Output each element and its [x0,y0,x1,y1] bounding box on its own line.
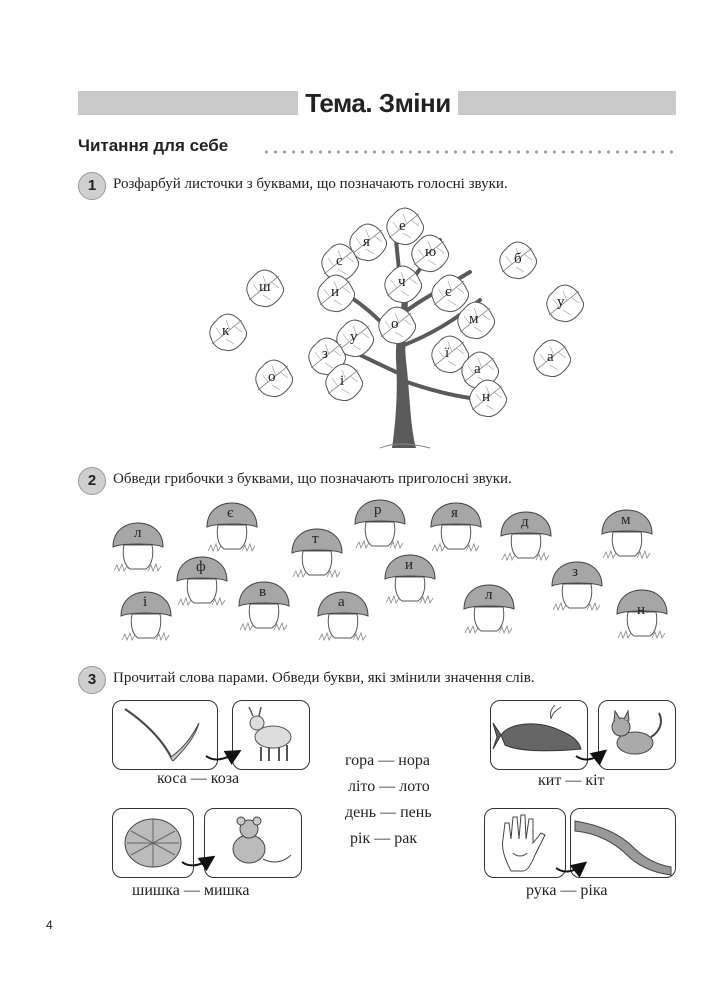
task-1-text: Розфарбуй листочки з буквами, що позначають голосні звуки. [113,176,508,192]
leaf-letter: о [391,316,399,332]
mushroom-letter: я [451,505,458,521]
leaf-letter: ю [425,244,437,260]
page-number: 4 [46,918,53,932]
task-2-number: 2 [78,467,106,495]
mushroom-letter: ф [196,559,206,575]
arrow-icon [182,858,212,865]
mushroom-letter: н [637,602,646,618]
task-1-number: 1 [78,172,106,200]
mushroom-letter: р [374,502,382,518]
leaf-letter: о [268,369,276,385]
section-title: Читання для себе [78,136,229,155]
task-2-text: Обведи грибочки з буквами, що позначають приголосні звуки. [113,471,512,487]
leaf-letter: і [340,373,345,389]
arrow-icon [556,864,584,871]
leaf-letter: а [474,361,481,377]
leaf-letter: ч [398,274,406,290]
mushroom-letter: м [621,512,631,528]
mushroom-letter: і [143,594,148,610]
mushroom-letter: а [338,594,345,610]
caption-kosa: коса — коза [157,770,240,787]
mushroom-letter: л [134,525,142,541]
mushroom-letter: д [521,514,529,530]
leaf-letter: ш [259,279,271,295]
mushroom-letter: т [312,531,319,547]
leaf-letter: н [482,389,491,405]
mushroom-letter: в [259,584,267,600]
mushroom-letter: л [485,587,493,603]
mushroom-letter: з [572,564,578,580]
mushroom-letter: и [405,557,414,573]
caption-shyshka: шишка — мишка [132,882,250,899]
caption-kyt: кит — кіт [538,772,605,789]
leaf-letter: б [514,251,522,267]
leaf-letter: я [363,234,370,250]
leaf-letter: ї [445,345,450,361]
leaf-letter: е [399,218,406,234]
task-3-number: 3 [78,666,106,694]
page-title: Тема. Зміни [298,86,458,120]
caption-ruka: рука — ріка [526,882,608,899]
word-pair: гора — нора [345,752,430,769]
task-3-text: Прочитай слова парами. Обведи букви, які змінили значення слів. [113,670,535,686]
leaf-letter: у [350,329,358,345]
word-pair: день — пень [345,804,432,821]
leaf-letter: з [322,346,328,362]
leaf-letter: и [331,284,340,300]
mushroom-letter: є [227,505,234,521]
leaf-letter: є [445,284,452,300]
arrow-icon [206,752,238,759]
leaf-letter: у [557,294,565,310]
leaf-letter: а [547,349,554,365]
leaf-letter: м [469,311,479,327]
leaf-letter: к [222,323,230,339]
word-pair: літо — лото [348,778,430,795]
word-pair: рік — рак [350,830,418,847]
arrow-icon [576,752,604,759]
leaf-letter: с [336,253,343,269]
